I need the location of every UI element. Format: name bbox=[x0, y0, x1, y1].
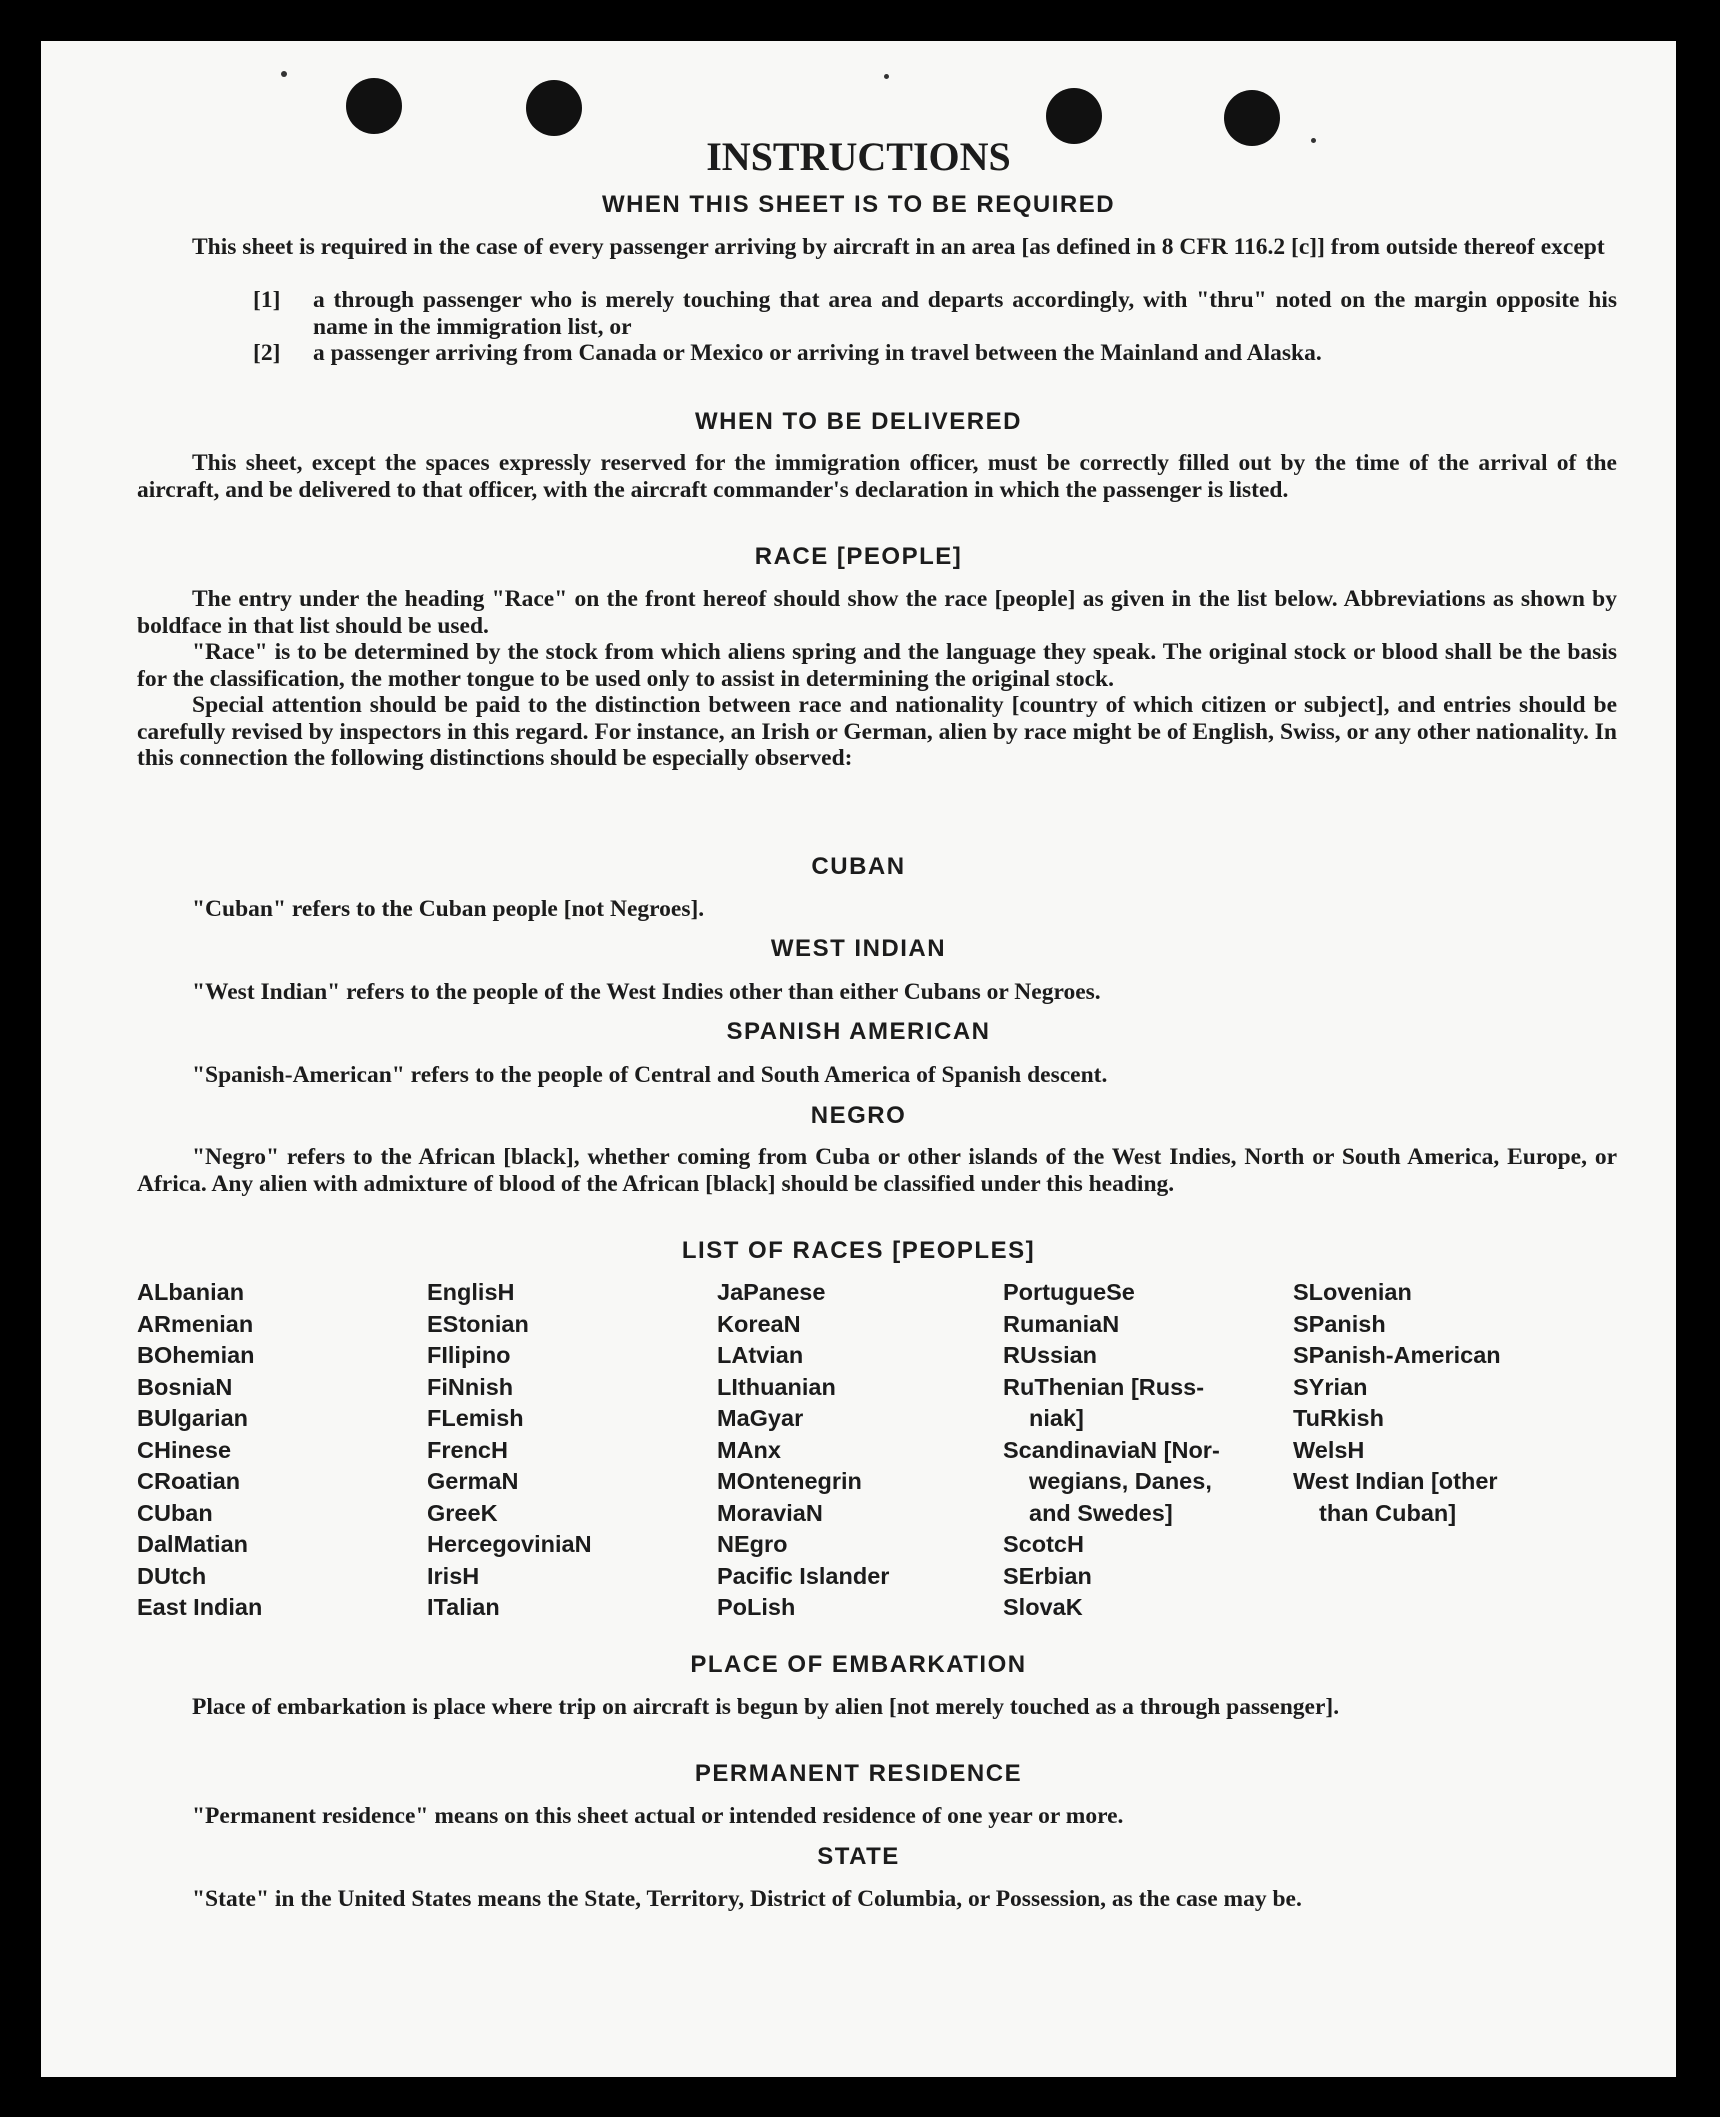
race-item: CHinese bbox=[137, 1436, 232, 1463]
section-heading-cuban: CUBAN bbox=[811, 853, 906, 880]
item-number: [2] bbox=[253, 340, 281, 366]
race-paragraph: The entry under the heading "Race" on the front hereof should show the race [people] as given in the list below. Abbreviations as shown by boldface in that list should be used. bbox=[137, 586, 1617, 639]
race-item: ScotcH bbox=[1003, 1531, 1084, 1557]
race-body bbox=[137, 586, 1617, 772]
race-item: wegians, Danes, bbox=[1029, 1468, 1212, 1494]
punch-hole bbox=[526, 80, 582, 136]
race-item: KoreaN bbox=[717, 1310, 801, 1337]
race-paragraph: Special attention should be paid to the distinction between race and nationality [country of which citizen or subject], and entries should be carefully revised by inspectors in this regard. For instance, an Irish or German, alien by race might be of English, Swiss, or any other nationality. In this connection the following distinctions should be especially observed: bbox=[137, 692, 1617, 771]
residence-text: "Permanent residence" means on this sheet actual or intended residence of one year or more. bbox=[192, 1803, 1124, 1829]
page-title: INSTRUCTIONS bbox=[706, 134, 1011, 179]
required-intro-text: This sheet is required in the case of every passenger arriving by aircraft in an area [as defined in 8 CFR 116.2 [c]] from outside thereof except bbox=[192, 234, 1605, 260]
residence-body bbox=[137, 1803, 1617, 1830]
race-column bbox=[427, 1277, 717, 1624]
state-body bbox=[137, 1886, 1617, 1913]
race-item: MoraviaN bbox=[717, 1499, 823, 1526]
race-item: ITalian bbox=[427, 1594, 500, 1620]
race-item: WelsH bbox=[1293, 1436, 1365, 1463]
race-column bbox=[1293, 1277, 1583, 1529]
section-heading-state: STATE bbox=[817, 1843, 900, 1870]
race-item: SPanish bbox=[1293, 1310, 1386, 1337]
section-heading-spanish-american: SPANISH AMERICAN bbox=[726, 1018, 991, 1045]
race-item: East Indian bbox=[137, 1594, 263, 1620]
section-heading-negro: NEGRO bbox=[810, 1102, 907, 1129]
race-item: SErbian bbox=[1003, 1562, 1092, 1589]
race-item: PortugueSe bbox=[1003, 1279, 1135, 1305]
spanish-american-body bbox=[137, 1062, 1617, 1089]
race-column bbox=[1003, 1277, 1293, 1624]
section-heading-residence: PERMANENT RESIDENCE bbox=[694, 1760, 1023, 1787]
race-item: DUtch bbox=[137, 1562, 207, 1589]
race-item: IrisH bbox=[427, 1562, 480, 1589]
race-item: SYrian bbox=[1293, 1373, 1368, 1400]
race-item: FLemish bbox=[427, 1405, 524, 1431]
cuban-body bbox=[137, 896, 1617, 923]
race-column bbox=[137, 1277, 427, 1624]
race-item: JaPanese bbox=[717, 1279, 826, 1305]
document-page bbox=[41, 41, 1676, 2077]
race-item: LAtvian bbox=[717, 1342, 804, 1368]
state-text: "State" in the United States means the State, Territory, District of Columbia, or Possession, as the case may be. bbox=[192, 1886, 1302, 1912]
race-item: than Cuban] bbox=[1319, 1499, 1457, 1526]
race-item: RuThenian [Russ- bbox=[1003, 1373, 1205, 1400]
race-paragraph: "Race" is to be determined by the stock from which aliens spring and the language they speak. The original stock or blood shall be the basis for the classification, the mother tongue to be used only to assist in determining the original stock. bbox=[137, 639, 1617, 692]
dust-speck bbox=[281, 71, 287, 77]
embarkation-text: Place of embarkation is place where trip on aircraft is begun by alien [not merely touched as a through passenger]. bbox=[192, 1694, 1340, 1720]
race-item: ARmenian bbox=[137, 1310, 254, 1337]
race-item: BOhemian bbox=[137, 1342, 255, 1368]
race-item: ScandinaviaN [Nor- bbox=[1003, 1436, 1220, 1463]
race-item: MAnx bbox=[717, 1436, 781, 1463]
item-text: a passenger arriving from Canada or Mexico or arriving in travel between the Mainland and Alaska. bbox=[313, 340, 1322, 366]
item-text: a through passenger who is merely touching that area and departs accordingly, with "thru" noted on the margin opposite his name in the immigration list, or bbox=[313, 287, 1617, 340]
race-item: TuRkish bbox=[1293, 1405, 1384, 1431]
negro-text: "Negro" refers to the African [black], whether coming from Cuba or other islands of the West Indies, North or South America, Europe, or Africa. Any alien with admixture of blood of the African [black] should be classified under this heading. bbox=[137, 1144, 1617, 1197]
list-item bbox=[253, 340, 1617, 367]
race-item: BosniaN bbox=[137, 1373, 233, 1400]
embarkation-body bbox=[137, 1694, 1617, 1721]
section-heading-list: LIST OF RACES [PEOPLES] bbox=[681, 1237, 1036, 1264]
section-heading-race: RACE [PEOPLE] bbox=[754, 543, 963, 570]
race-item: GermaN bbox=[427, 1468, 519, 1494]
race-item: LIthuanian bbox=[717, 1373, 836, 1400]
section-heading-west-indian: WEST INDIAN bbox=[770, 935, 947, 962]
required-intro bbox=[137, 234, 1617, 261]
list-item bbox=[253, 287, 1617, 340]
section-heading-embarkation: PLACE OF EMBARKATION bbox=[690, 1651, 1027, 1678]
race-item: FrencH bbox=[427, 1436, 508, 1463]
race-item: West Indian [other bbox=[1293, 1468, 1498, 1494]
west-indian-text: "West Indian" refers to the people of the West Indies other than either Cubans or Negroes. bbox=[192, 979, 1101, 1005]
dust-speck bbox=[884, 74, 889, 79]
race-column bbox=[717, 1277, 1007, 1624]
race-item: CRoatian bbox=[137, 1468, 241, 1494]
race-item: NEgro bbox=[717, 1531, 788, 1557]
punch-hole bbox=[346, 78, 402, 134]
exceptions-list bbox=[253, 287, 1617, 367]
race-item: EnglisH bbox=[427, 1279, 515, 1305]
delivered-body bbox=[137, 450, 1617, 503]
negro-body bbox=[137, 1144, 1617, 1197]
race-item: and Swedes] bbox=[1029, 1499, 1173, 1526]
race-item: HercegoviniaN bbox=[427, 1531, 592, 1557]
race-item: DalMatian bbox=[137, 1531, 248, 1557]
cuban-text: "Cuban" refers to the Cuban people [not Negroes]. bbox=[192, 896, 705, 922]
race-item: SPanish-American bbox=[1293, 1342, 1501, 1368]
spanish-american-text: "Spanish-American" refers to the people of Central and South America of Spanish descent. bbox=[192, 1062, 1108, 1088]
race-item: RUssian bbox=[1003, 1342, 1098, 1368]
race-item: GreeK bbox=[427, 1499, 498, 1526]
race-item: PoLish bbox=[717, 1594, 796, 1620]
race-item: FiNnish bbox=[427, 1373, 514, 1400]
race-item: Pacific Islander bbox=[717, 1562, 890, 1589]
item-number: [1] bbox=[253, 287, 281, 313]
race-item: BUlgarian bbox=[137, 1405, 248, 1431]
section-heading-delivered: WHEN TO BE DELIVERED bbox=[695, 408, 1022, 435]
race-item: ALbanian bbox=[137, 1279, 245, 1305]
race-item: MaGyar bbox=[717, 1405, 804, 1431]
race-item: SlovaK bbox=[1003, 1594, 1083, 1620]
race-item: SLovenian bbox=[1293, 1279, 1412, 1305]
race-item: EStonian bbox=[427, 1310, 529, 1337]
delivered-text: This sheet, except the spaces expressly reserved for the immigration officer, must be correctly filled out by the time of the arrival of the aircraft, and be delivered to that officer, with the aircraft commander's declaration in which the passenger is listed. bbox=[137, 450, 1617, 503]
race-item: RumaniaN bbox=[1003, 1310, 1120, 1337]
race-item: MOntenegrin bbox=[717, 1468, 862, 1494]
west-indian-body bbox=[137, 979, 1617, 1006]
race-item: CUban bbox=[137, 1499, 213, 1526]
section-heading-required: WHEN THIS SHEET IS TO BE REQUIRED bbox=[601, 191, 1116, 218]
race-item: niak] bbox=[1029, 1405, 1084, 1431]
race-item: FIlipino bbox=[427, 1342, 511, 1368]
